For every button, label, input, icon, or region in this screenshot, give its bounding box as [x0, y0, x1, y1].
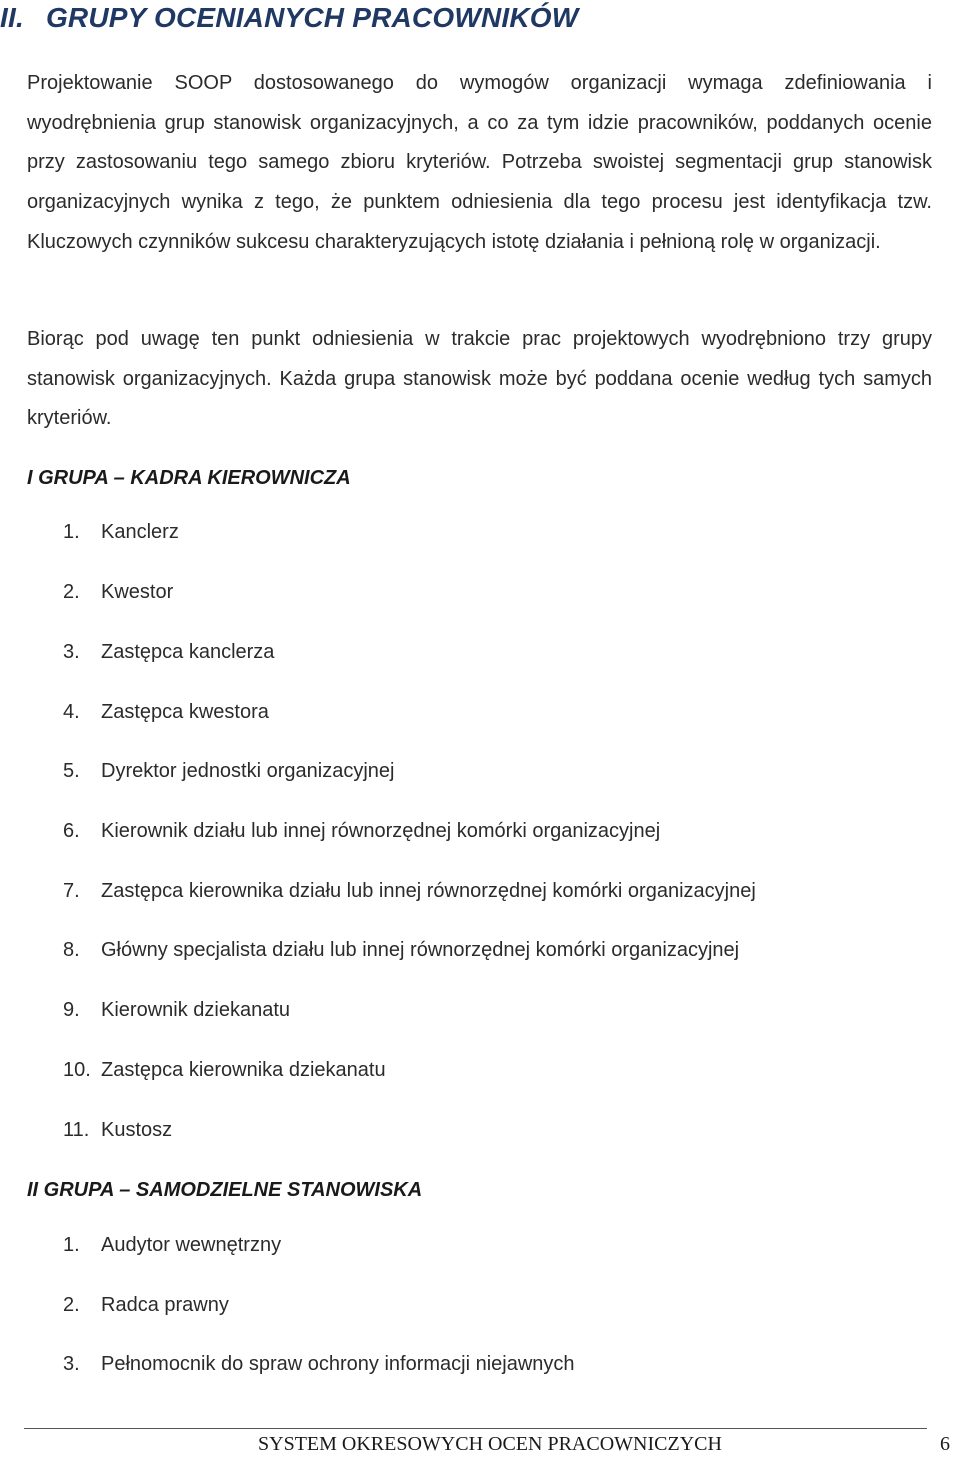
intro-paragraph: Projektowanie SOOP dostosowanego do wymogów organizacji wymaga zdefiniowania i wyodrębnienia grup stanowisk organizacyjnych, a co za tym idzie pracowników, poddanych ocenie przy zastosowaniu tego samego zbioru kryteriów. Potrzeba swoistej segmentacji grup stanowisk organizacyjnych wynika z tego, że punktem odniesienia dla tego procesu jest identyfikacja tzw. Kluczowych czynników sukcesu charakteryzujących istotę działania i pełnioną rolę w organizacji. [27, 72, 932, 253]
page-number: 6 [940, 1433, 950, 1455]
grouping-paragraph: Biorąc pod uwagę ten punkt odniesienia w trakcie prac projektowych wyodrębniono trzy grupy stanowisk organizacyjnych. Każda grupa stanowisk może być poddana ocenie według tych samych kryteriów. [27, 328, 932, 430]
footer-title: SYSTEM OKRESOWYCH OCEN PRACOWNICZYCH [258, 1433, 722, 1455]
section-title: GRUPY OCENIANYCH PRACOWNIKÓW [45, 2, 579, 33]
footer-divider [24, 1428, 927, 1429]
section-number: II. [0, 2, 24, 33]
group-2-title: II GRUPA – SAMODZIELNE STANOWISKA [27, 1179, 423, 1201]
section-heading [0, 0, 578, 36]
group-1-title: I GRUPA – KADRA KIEROWNICZA [27, 467, 351, 489]
